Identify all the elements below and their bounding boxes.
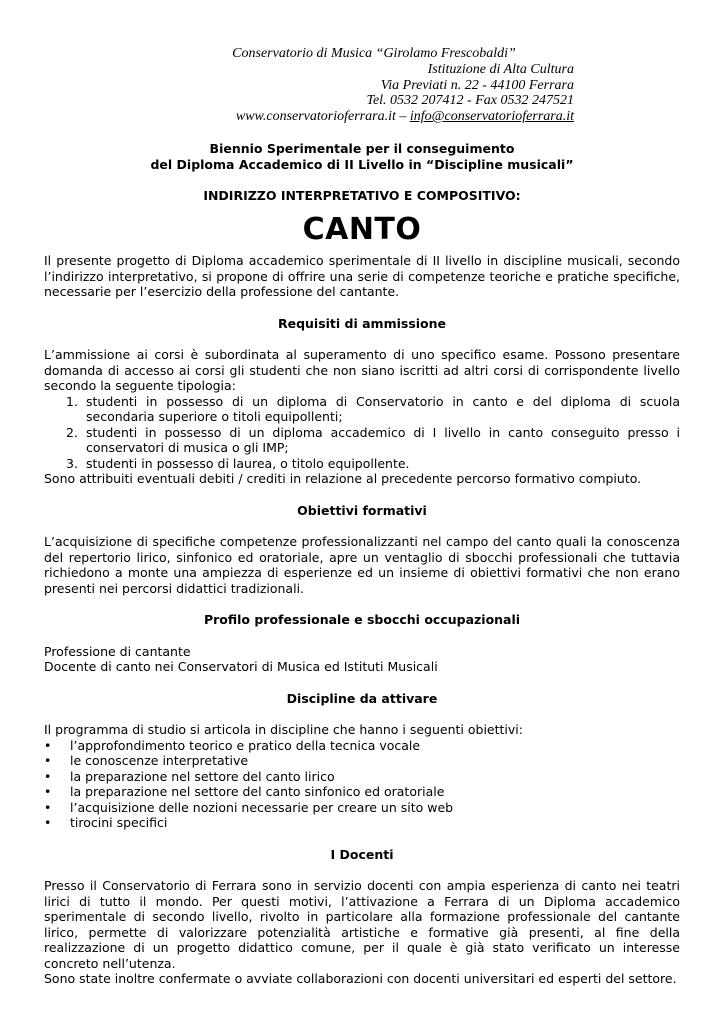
list-number: 1.: [66, 393, 78, 409]
institution-name: Conservatorio di Musica “Girolamo Frescobaldi”: [232, 46, 516, 61]
docenti-heading: I Docenti: [330, 846, 394, 862]
list-item-text: l’acquisizione delle nozioni necessarie per creare un sito web: [70, 799, 454, 815]
title-line-2: del Diploma Accademico di II Livello in “Discipline musicali”: [150, 156, 574, 172]
document-title: [44, 141, 680, 173]
discipline-heading: Discipline da attivare: [286, 690, 438, 706]
list-item: [44, 737, 680, 754]
phone-fax: Tel. 0532 207412 - Fax 0532 247521: [366, 93, 574, 109]
list-item-text: la preparazione nel settore del canto lirico: [70, 768, 335, 784]
requisiti-heading: Requisiti di ammissione: [277, 315, 447, 331]
contacts: [174, 109, 574, 125]
intro-paragraph: Il presente progetto di Diploma accademico sperimentale di II livello in discipline musicali, secondo l’indirizzo interpretativo, si propone di offrire una serie di competenze teoriche e pratiche specifiche, necessarie per l’esercizio della professione del cantante.: [44, 253, 680, 300]
list-item: [66, 424, 680, 456]
list-item-text: studenti in possesso di laurea, o titolo equipollente.: [86, 455, 410, 471]
document-page: [44, 46, 680, 987]
list-item-text: la preparazione nel settore del canto sinfonico ed oratoriale: [70, 784, 445, 800]
obiettivi-paragraph: L’acquisizione di specifiche competenze professionalizzanti nel campo del canto quali la conoscenza del repertorio lirico, sinfonico ed oratoriale, apre un ventaglio di sbocchi professionali che tuttavia richiedono a monte una ampiezza di esperienze ed un insieme di obiettivi formativi che non erano presenti nei percorsi didattici tradizionali.: [44, 534, 680, 596]
profilo-line-2: Docente di canto nei Conservatori di Musica ed Istituti Musicali: [44, 659, 438, 675]
list-item: [66, 393, 680, 425]
list-item-text: l’approfondimento teorico e pratico della tecnica vocale: [70, 737, 421, 753]
docenti-paragraph-2: Sono state inoltre confermate o avviate collaborazioni con docenti universitari ed esperti del settore.: [44, 971, 677, 987]
discipline-list: [44, 738, 680, 831]
list-item: [44, 753, 680, 769]
requisiti-footer: Sono attribuiti eventuali debiti / crediti in relazione al precedente percorso formativo compiuto.: [44, 471, 642, 487]
bullet-icon: •: [44, 753, 52, 769]
list-item-text: tirocini specifici: [70, 815, 168, 831]
discipline-paragraph: Il programma di studio si articola in discipline che hanno i seguenti obiettivi:: [44, 722, 523, 738]
obiettivi-heading: Obiettivi formativi: [297, 502, 427, 518]
requisiti-list: [44, 394, 680, 472]
bullet-icon: •: [44, 737, 52, 753]
list-item: [44, 784, 680, 800]
list-item-text: studenti in possesso di un diploma accademico di I livello in canto conseguito presso i conservatori di musica o gli IMP;: [86, 424, 680, 456]
list-number: 3.: [66, 455, 78, 471]
indirizzo-heading: INDIRIZZO INTERPRETATIVO E COMPOSITIVO:: [203, 187, 521, 203]
bullet-icon: •: [44, 799, 52, 815]
letterhead: [44, 46, 574, 125]
bullet-icon: •: [44, 768, 52, 784]
list-number: 2.: [66, 424, 78, 440]
address: Via Previati n. 22 - 44100 Ferrara: [380, 77, 574, 93]
profilo-line-1: Professione di cantante: [44, 643, 191, 659]
title-line-1: Biennio Sperimentale per il conseguimento: [209, 140, 515, 156]
institution-subtitle: Istituzione di Alta Cultura: [427, 61, 574, 77]
main-title: CANTO: [302, 212, 422, 248]
list-item: [44, 799, 680, 816]
email-link[interactable]: info@conservatorioferrara.it: [409, 109, 574, 125]
list-item-text: studenti in possesso di un diploma di Conservatorio in canto e del diploma di scuola secondaria superiore o titoli equipollenti;: [86, 393, 680, 425]
list-item-text: le conoscenze interpretative: [70, 753, 249, 769]
contact-separator: –: [395, 109, 410, 125]
website-text: www.conservatorioferrara.it: [235, 109, 396, 125]
docenti-paragraph-1: Presso il Conservatorio di Ferrara sono in servizio docenti con ampia esperienza di canto nei teatri lirici di tutto il mondo. Per questi motivi, l’attivazione a Ferrara di un Diploma accademico sperimentale di secondo livello, rivolto in particolare alla formazione professionale del cantante lirico, permette di valorizzare potenzialità artistiche e formative già presenti, al fine della realizzazione di un progetto didattico comune, per il quale è già stato verificato un interesse concreto nell’utenza.: [44, 878, 680, 971]
profilo-heading: Profilo professionale e sbocchi occupazionali: [203, 612, 521, 628]
bullet-icon: •: [44, 815, 52, 831]
bullet-icon: •: [44, 784, 52, 800]
list-item: [44, 815, 680, 831]
list-item: [44, 768, 680, 785]
list-item: [66, 455, 680, 472]
requisiti-paragraph: L’ammissione ai corsi è subordinata al superamento di uno specifico esame. Possono presentare domanda di accesso ai corsi gli studenti che non siano iscritti ad altri corsi di corrispondente livello secondo la seguente tipologia:: [44, 347, 680, 394]
